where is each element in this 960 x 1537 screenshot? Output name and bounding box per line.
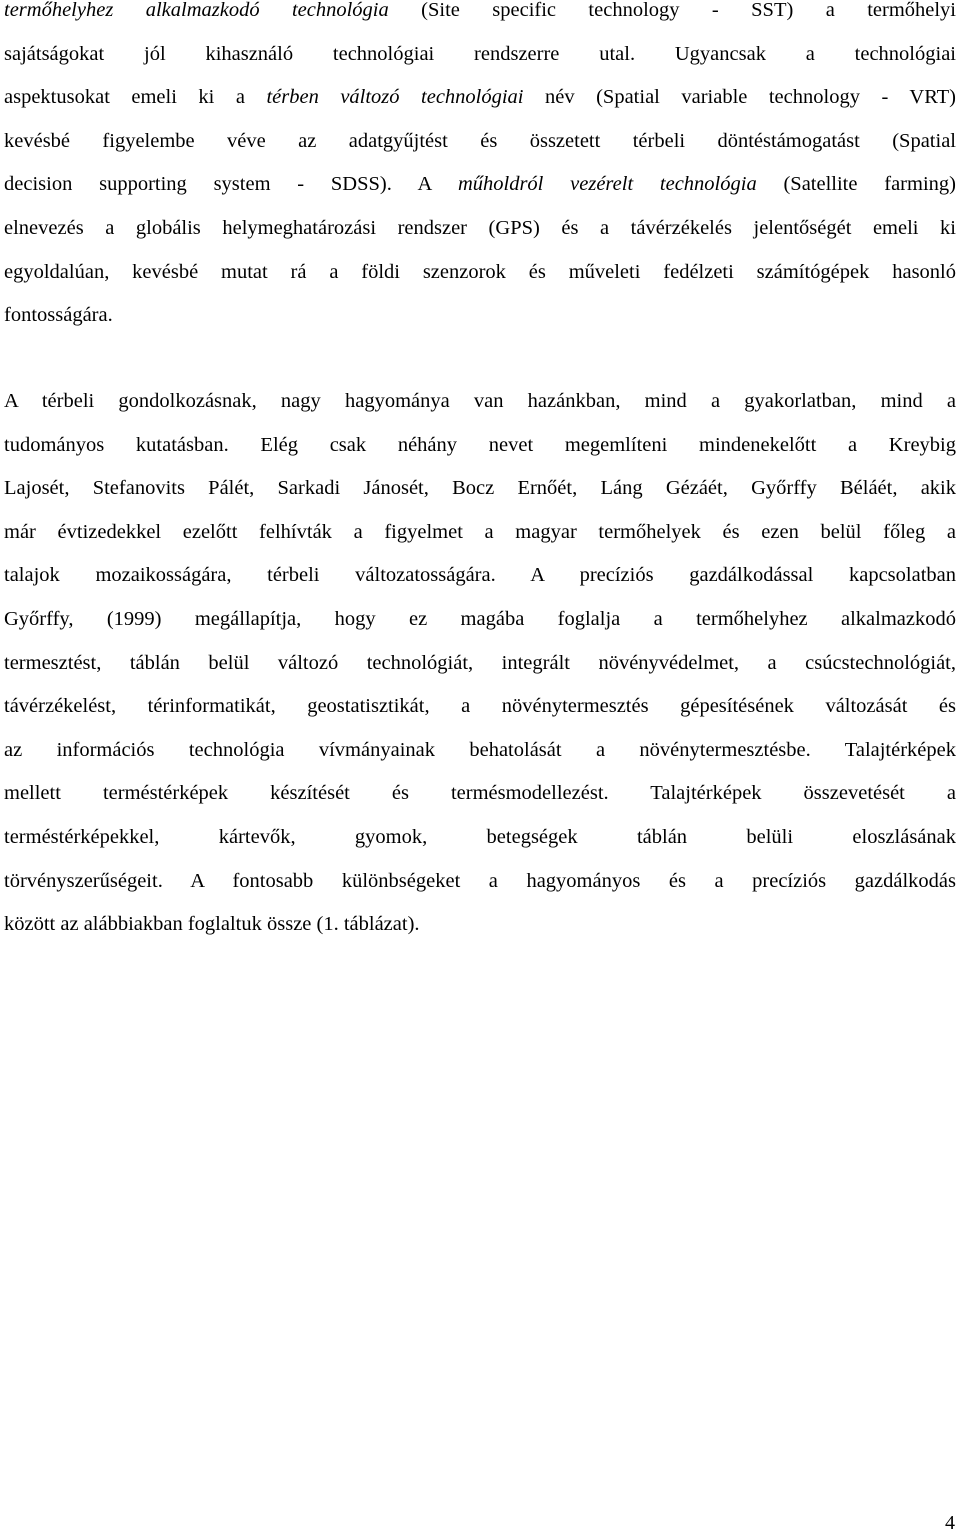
text-line xyxy=(4,33,956,77)
text-line xyxy=(4,598,956,642)
text-segment: törvényszerűségeit. A fontosabb különbségeket a hagyományos és a precíziós gazdálkodás xyxy=(4,869,956,892)
italic-term: termőhelyhez alkalmazkodó technológia xyxy=(4,0,389,21)
text-line xyxy=(4,772,956,816)
text-line xyxy=(4,860,956,904)
text-line xyxy=(4,903,956,947)
text-line xyxy=(4,207,956,251)
paragraph-precision-terms xyxy=(4,0,956,338)
text-segment: között az alábbiakban foglaltuk össze (1. táblázat). xyxy=(4,913,420,936)
text-line xyxy=(4,251,956,295)
text-segment: az információs technológia vívmányainak behatolását a növénytermesztésbe. Talajtérképek xyxy=(4,738,956,761)
text-segment: decision supporting system - SDSS). A xyxy=(4,173,458,196)
text-segment: (Site specific technology - SST) a termőhelyi xyxy=(388,0,956,21)
text-segment: Lajosét, Stefanovits Pálét, Sarkadi Jánosét, Bocz Ernőét, Láng Gézáét, Győrffy Béláét, akik xyxy=(4,477,956,500)
text-segment: terméstérképekkel, kártevők, gyomok, betegségek táblán belüli eloszlásának xyxy=(4,825,956,848)
text-line xyxy=(4,163,956,207)
text-segment: A térbeli gondolkozásnak, nagy hagyománya van hazánkban, mind a gyakorlatban, mind a xyxy=(4,390,956,412)
text-segment: Győrffy, (1999) megállapítja, hogy ez magába foglalja a termőhelyhez alkalmazkodó xyxy=(4,607,956,630)
page-number: 4 xyxy=(945,1512,955,1534)
text-segment: termesztést, táblán belül változó technológiát, integrált növényvédelmet, a csúcstechnológiát, xyxy=(4,651,956,674)
text-line xyxy=(4,424,956,468)
text-segment: mellett terméstérképek készítését és termésmodellezést. Talajtérképek összevetését a xyxy=(4,782,956,805)
italic-term: műholdról vezérelt technológia xyxy=(457,173,757,196)
text-segment: sajátságokat jól kihasználó technológiai rendszerre utal. Ugyancsak a technológiai xyxy=(4,42,956,65)
text-segment: egyoldalúan, kevésbé mutat rá a földi szenzorok és műveleti fedélzeti számítógépek hasonló xyxy=(4,260,956,283)
text-segment: talajok mozaikosságára, térbeli változatosságára. A precíziós gazdálkodással kapcsolatban xyxy=(4,564,956,587)
text-segment: tudományos kutatásban. Elég csak néhány nevet megemlíteni mindenekelőtt a Kreybig xyxy=(4,433,956,456)
text-segment: elnevezés a globális helymeghatározási rendszer (GPS) és a távérzékelés jelentőségét emeli ki xyxy=(4,216,956,239)
text-segment: név (Spatial variable technology - VRT) xyxy=(523,86,956,109)
text-segment: kevésbé figyelembe véve az adatgyűjtést és összetett térbeli döntéstámogatást (Spatial xyxy=(4,129,956,152)
text-line xyxy=(4,642,956,686)
text-line xyxy=(4,0,956,33)
text-line xyxy=(4,76,956,120)
text-line xyxy=(4,729,956,773)
text-line xyxy=(4,294,956,338)
paragraph-spatial-thinking xyxy=(4,380,956,947)
text-segment: fontosságára. xyxy=(4,304,113,327)
italic-term: térben változó technológiai xyxy=(266,86,524,109)
text-line xyxy=(4,120,956,164)
text-line xyxy=(4,554,956,598)
text-segment: távérzékelést, térinformatikát, geostatisztikát, a növénytermesztés gépesítésének változását és xyxy=(4,695,956,718)
text-segment: aspektusokat emeli ki a xyxy=(4,86,267,109)
text-segment: már évtizedekkel ezelőtt felhívták a figyelmet a magyar termőhelyek és ezen belül főleg a xyxy=(4,520,956,543)
text-segment: (Satellite farming) xyxy=(756,173,956,196)
text-line xyxy=(4,511,956,555)
text-line xyxy=(4,467,956,511)
text-line xyxy=(4,685,956,729)
text-line xyxy=(4,380,956,424)
text-line xyxy=(4,816,956,860)
